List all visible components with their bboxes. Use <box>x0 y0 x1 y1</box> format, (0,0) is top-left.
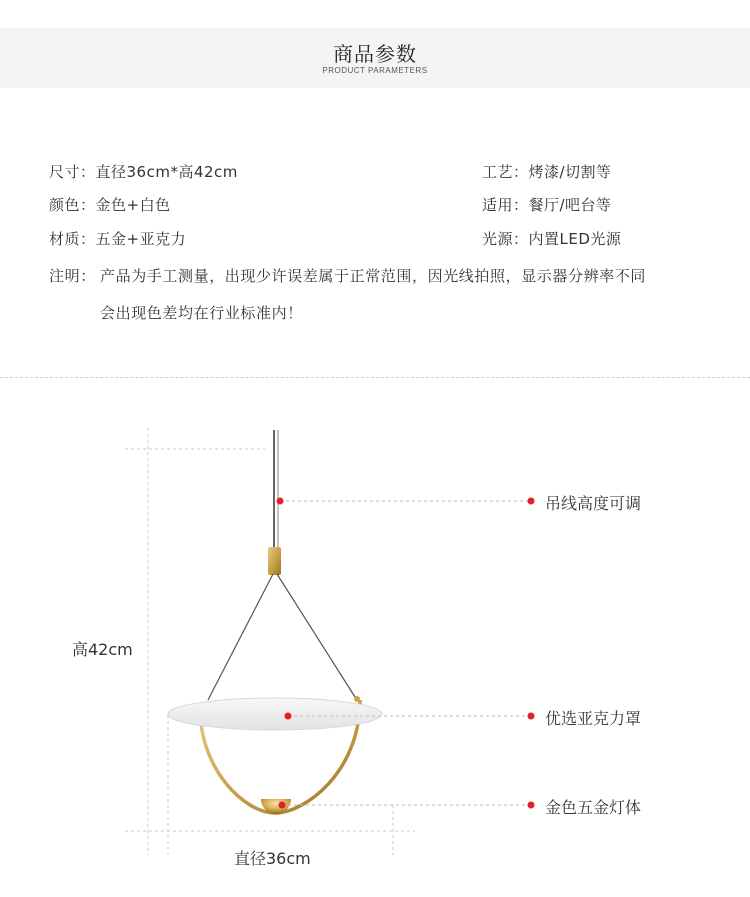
page-title: 商品参数 <box>333 42 417 66</box>
height-label: 高42cm <box>72 640 133 659</box>
callout-label: 吊线高度可调 <box>545 494 642 513</box>
callout-dot <box>279 802 286 809</box>
page-subtitle: PRODUCT PARAMETERS <box>322 66 428 75</box>
param-craft: 工艺：烤漆/切割等 <box>482 163 612 181</box>
acrylic-disc <box>168 698 382 730</box>
callout-dot <box>528 802 535 809</box>
param-size: 尺寸：直径36cm*高42cm <box>49 163 238 181</box>
param-usage: 适用：餐厅/吧台等 <box>482 196 612 214</box>
callout-dot <box>277 498 284 505</box>
callout-label: 优选亚克力罩 <box>545 709 642 728</box>
note-line-1: 产品为手工测量，出现少许误差属于正常范围，因光线拍照，显示器分辨率不同 <box>100 267 647 285</box>
param-material: 材质：五金+亚克力 <box>49 230 187 248</box>
section-divider <box>0 377 750 378</box>
param-color: 颜色：金色+白色 <box>49 196 171 214</box>
diameter-label: 直径36cm <box>234 849 311 868</box>
gold-connector <box>268 547 281 575</box>
callout-dot <box>285 713 292 720</box>
callout-label: 金色五金灯体 <box>545 798 642 817</box>
note-line-2: 会出现色差均在行业标准内！ <box>100 304 303 322</box>
callout-dot <box>528 498 535 505</box>
param-light-source: 光源：内置LED光源 <box>482 230 622 248</box>
product-diagram <box>0 400 750 893</box>
note-label: 注明： <box>49 267 96 285</box>
callout-dot <box>528 713 535 720</box>
